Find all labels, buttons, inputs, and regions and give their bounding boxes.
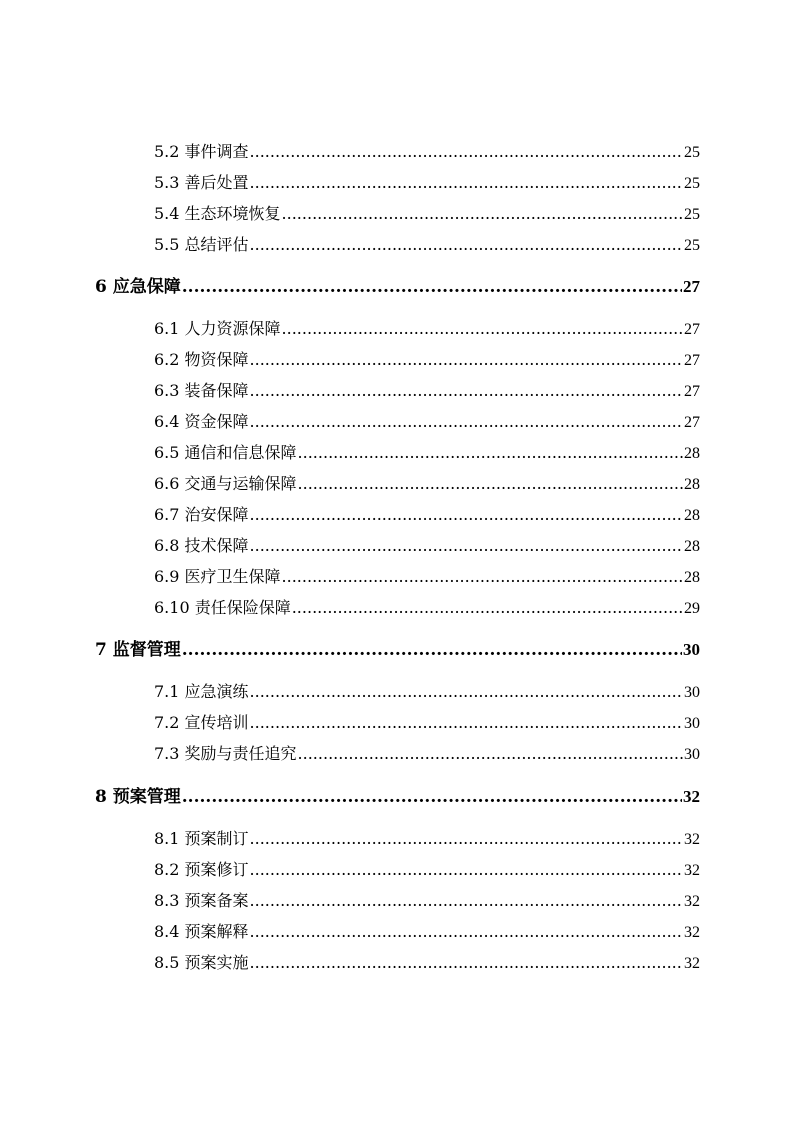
toc-leader-dots — [250, 920, 683, 944]
toc-leader-dots — [250, 140, 683, 164]
toc-chapter-entry[interactable] — [95, 638, 700, 662]
toc-entry-title: 5.4 生态环境恢复 — [154, 204, 281, 223]
toc-leader-dots — [282, 317, 683, 341]
toc-leader-dots — [182, 638, 682, 662]
toc-section-entry[interactable] — [154, 565, 700, 589]
toc-page-number: 30 — [683, 640, 700, 659]
toc-entry-title: 7.3 奖励与责任追究 — [154, 744, 297, 763]
toc-page-number: 27 — [683, 277, 700, 296]
toc-section-entry[interactable] — [154, 596, 700, 620]
toc-entry-title: 8 预案管理 — [95, 787, 181, 807]
toc-leader-dots — [250, 503, 683, 527]
toc-entry-title: 6.10 责任保险保障 — [154, 598, 291, 617]
toc-entry-title: 6.3 装备保障 — [154, 381, 249, 400]
toc-entry-title: 5.5 总结评估 — [154, 235, 249, 254]
toc-leader-dots — [250, 171, 683, 195]
toc-leader-dots — [298, 441, 683, 465]
toc-page-number: 32 — [684, 893, 700, 910]
toc-section-entry[interactable] — [154, 951, 700, 975]
toc-section-entry[interactable] — [154, 140, 700, 164]
toc-entry-title: 6.2 物资保障 — [154, 350, 249, 369]
toc-entry-title: 6 应急保障 — [95, 277, 181, 297]
toc-section-entry[interactable] — [154, 202, 700, 226]
toc-leader-dots — [250, 858, 683, 882]
toc-leader-dots — [250, 233, 683, 257]
toc-entry-title: 6.5 通信和信息保障 — [154, 443, 297, 462]
toc-section-entry[interactable] — [154, 827, 700, 851]
toc-entry-title: 7.2 宣传培训 — [154, 713, 249, 732]
toc-section-entry[interactable] — [154, 441, 700, 465]
toc-section-entry[interactable] — [154, 472, 700, 496]
toc-entry-title: 6.6 交通与运输保障 — [154, 474, 297, 493]
toc-leader-dots — [250, 680, 683, 704]
toc-page-number: 30 — [684, 746, 700, 763]
toc-page-number: 27 — [684, 321, 700, 338]
toc-leader-dots — [282, 565, 683, 589]
toc-section-entry[interactable] — [154, 233, 700, 257]
toc-section-entry[interactable] — [154, 858, 700, 882]
toc-section-entry[interactable] — [154, 379, 700, 403]
toc-leader-dots — [250, 534, 683, 558]
toc-page-number: 32 — [684, 831, 700, 848]
toc-entry-title: 7 监督管理 — [95, 640, 181, 660]
toc-leader-dots — [292, 596, 683, 620]
toc-leader-dots — [250, 827, 683, 851]
toc-leader-dots — [250, 379, 683, 403]
toc-page-number: 32 — [684, 862, 700, 879]
toc-page-number: 25 — [684, 206, 700, 223]
toc-entry-title: 8.3 预案备案 — [154, 891, 249, 910]
toc-leader-dots — [250, 711, 683, 735]
toc-section-entry[interactable] — [154, 503, 700, 527]
toc-entry-title: 7.1 应急演练 — [154, 682, 249, 701]
toc-section-entry[interactable] — [154, 711, 700, 735]
toc-page-number: 25 — [684, 237, 700, 254]
toc-page-number: 28 — [684, 538, 700, 555]
toc-page-number: 28 — [684, 569, 700, 586]
toc-section-entry[interactable] — [154, 171, 700, 195]
toc-leader-dots — [182, 275, 682, 299]
toc-leader-dots — [250, 410, 683, 434]
toc-page-number: 32 — [684, 955, 700, 972]
toc-entry-title: 6.4 资金保障 — [154, 412, 249, 431]
toc-leader-dots — [298, 742, 683, 766]
toc-entry-title: 5.2 事件调查 — [154, 142, 249, 161]
toc-page-number: 29 — [684, 600, 700, 617]
toc-page-number: 27 — [684, 383, 700, 400]
toc-page-number: 30 — [684, 684, 700, 701]
toc-leader-dots — [298, 472, 683, 496]
toc-page-number: 32 — [683, 787, 700, 806]
toc-entry-title: 6.7 治安保障 — [154, 505, 249, 524]
toc-page-number: 28 — [684, 476, 700, 493]
toc-entry-title: 6.9 医疗卫生保障 — [154, 567, 281, 586]
toc-section-entry[interactable] — [154, 742, 700, 766]
toc-leader-dots — [182, 785, 682, 809]
toc-leader-dots — [282, 202, 683, 226]
toc-entry-title: 8.2 预案修订 — [154, 860, 249, 879]
toc-entry-title: 5.3 善后处置 — [154, 173, 249, 192]
toc-page-number: 28 — [684, 445, 700, 462]
toc-section-entry[interactable] — [154, 317, 700, 341]
toc-chapter-entry[interactable] — [95, 785, 700, 809]
toc-section-entry[interactable] — [154, 920, 700, 944]
toc-leader-dots — [250, 951, 683, 975]
toc-page-number: 27 — [684, 352, 700, 369]
toc-entry-title: 8.5 预案实施 — [154, 953, 249, 972]
toc-page-number: 30 — [684, 715, 700, 732]
toc-page-number: 28 — [684, 507, 700, 524]
toc-page-number: 25 — [684, 175, 700, 192]
toc-entry-title: 8.4 预案解释 — [154, 922, 249, 941]
toc-section-entry[interactable] — [154, 534, 700, 558]
toc-chapter-entry[interactable] — [95, 275, 700, 299]
toc-section-entry[interactable] — [154, 680, 700, 704]
toc-leader-dots — [250, 348, 683, 372]
toc-entry-title: 8.1 预案制订 — [154, 829, 249, 848]
toc-page-number: 32 — [684, 924, 700, 941]
toc-section-entry[interactable] — [154, 410, 700, 434]
toc-page-number: 25 — [684, 144, 700, 161]
toc-section-entry[interactable] — [154, 348, 700, 372]
toc-entry-title: 6.1 人力资源保障 — [154, 319, 281, 338]
toc-section-entry[interactable] — [154, 889, 700, 913]
toc-leader-dots — [250, 889, 683, 913]
toc-entry-title: 6.8 技术保障 — [154, 536, 249, 555]
toc-page-number: 27 — [684, 414, 700, 431]
